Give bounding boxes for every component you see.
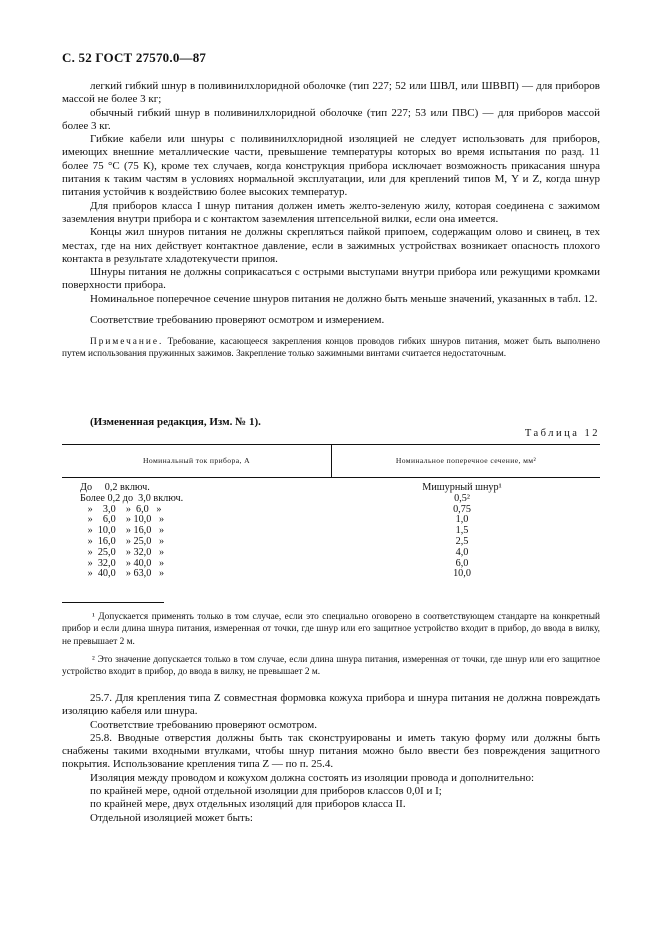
table-row: [62, 548, 600, 559]
cell-current: Более 0,2 до 3,0 включ.: [80, 492, 184, 504]
paragraph: Номинальное поперечное сечение шнуров питания не должно быть меньше значений, указанных в табл. 12.: [90, 292, 598, 305]
note-label: Примечание.: [90, 337, 164, 348]
footnote-rule: [62, 602, 164, 603]
table-row: [62, 569, 600, 580]
cell-current: » 25,0 » 32,0 »: [80, 546, 165, 558]
main-text: [62, 80, 600, 360]
paragraph: по крайней мере, одной отдельной изоляции для приборов классов 0,0I и I;: [90, 785, 442, 798]
cell-section: 0,5²: [454, 492, 470, 504]
paragraph: Соответствие требованию проверяют осмотром и измерением.: [90, 314, 385, 327]
table-caption: Таблица 12: [524, 428, 600, 439]
column-header-section: Номинальное поперечное сечение, мм²: [395, 456, 537, 465]
footnote: ¹ Допускается применять только в том случае, если это специально оговорено в соответствующем стандарте на конкретный прибор и если длина шнура питания, измеренная от точки, где шнур или его защитное устройство входит в прибор, до ввода в вилку, не превышает 2 м.: [62, 612, 600, 647]
paragraph: Отдельной изоляцией может быть:: [90, 811, 253, 824]
paragraph: Шнуры питания не должны соприкасаться с острыми выступами внутри прибора или режущими кромками поверхности прибора.: [62, 266, 600, 292]
cell-current: » 16,0 » 25,0 »: [80, 535, 165, 547]
cell-section: 6,0: [455, 557, 469, 569]
cell-current: До 0,2 включ.: [80, 482, 150, 493]
table-body: [62, 483, 600, 580]
paragraph: Для приборов класса I шнур питания должен иметь желто-зеленую жилу, которая соединена с зажимом заземления внутри прибора и с контактом заземления штепсельной вилки, если она имеется.: [62, 199, 600, 225]
cell-current: » 3,0 » 6,0 »: [80, 503, 162, 515]
cell-section: 4,0: [455, 546, 469, 558]
cell-section: 10,0: [453, 568, 471, 580]
cell-current: » 40,0 » 63,0 »: [80, 568, 165, 580]
paragraph: Соответствие требованию проверяют осмотром.: [90, 718, 317, 731]
cell-section: 1,0: [455, 514, 469, 526]
cell-current: » 32,0 » 40,0 »: [80, 557, 165, 569]
revision-note: (Измененная редакция, Изм. № 1).: [90, 416, 261, 428]
paragraph: 25.8. Вводные отверстия должны быть так сконструированы и иметь такую форму или должны быть снабжены такими входными втулками, чтобы шнур питания можно было ввести без повреждения защитного покрытия. Использование крепления типа Z — по п. 25.4.: [62, 731, 600, 771]
note: [62, 336, 600, 360]
footnotes: [62, 611, 600, 684]
table-header-rule: [62, 477, 600, 478]
footnote: ² Это значение допускается только в том случае, если длина шнура питания, измеренная от точки, где шнур или его защитное устройство входит в прибор, до ввода в вилку, не превышает 2 м.: [62, 654, 600, 678]
cell-current: » 10,0 » 16,0 »: [80, 525, 165, 537]
table-row: [62, 494, 600, 505]
page-header: С. 52 ГОСТ 27570.0—87: [62, 50, 207, 65]
column-header-current: Номинальный ток прибора, А: [143, 456, 250, 465]
note-text: Требование, касающееся закрепления концов проводов гибких шнуров питания, может быть выполнено путем использования пружинных зажимов. Закрепление только зажимными винтами считается недостаточным.: [62, 337, 600, 360]
paragraph: Изоляция между проводом и кожухом должна состоять из изоляции провода и дополнительно:: [90, 771, 535, 784]
cell-section: Мишурный шнур¹: [422, 482, 502, 493]
paragraph: Гибкие кабели или шнуры с поливинилхлоридной изоляцией не следует использовать для приборов, имеющих внешние металлические части, превышение температуры которых во время испытания по разд. 11 более 75 °С (75 К), кроме тех случаев, когда конструкция прибора исключает возможность прикасания шнура питания к таким частям в условиях нормальной эксплуатации, или для креплений типов М, Y и Z, когда шнур питания устойчив к воздействию более высоких температур.: [62, 133, 600, 199]
paragraph: 25.7. Для крепления типа Z совместная формовка кожуха прибора и шнура питания не должна повреждать изоляцию кабеля или шнура.: [62, 692, 600, 718]
cell-section: 1,5: [455, 525, 469, 537]
paragraph: легкий гибкий шнур в поливинилхлоридной оболочке (тип 227; 52 или ШВЛ, или ШВВП) — для приборов массой не более 3 кг;: [62, 80, 600, 106]
cell-section: 0,75: [453, 503, 471, 515]
cell-section: 2,5: [455, 535, 469, 547]
lower-text: [62, 692, 600, 825]
paragraph: по крайней мере, двух отдельных изоляций для приборов класса II.: [90, 798, 406, 811]
paragraph: Концы жил шнуров питания не должны скрепляться пайкой припоем, содержащим олово и свинец, в тех местах, где на них действует контактное давление, если в зажимных устройствах возникает опасность плохого контакта в результате хладотекучести припоя.: [62, 226, 600, 265]
paragraph: обычный гибкий шнур в поливинилхлоридной оболочке (тип 227; 53 или ПВС) — для приборов массой более 3 кг.: [62, 106, 600, 132]
cell-current: » 6,0 » 10,0 »: [80, 514, 165, 526]
